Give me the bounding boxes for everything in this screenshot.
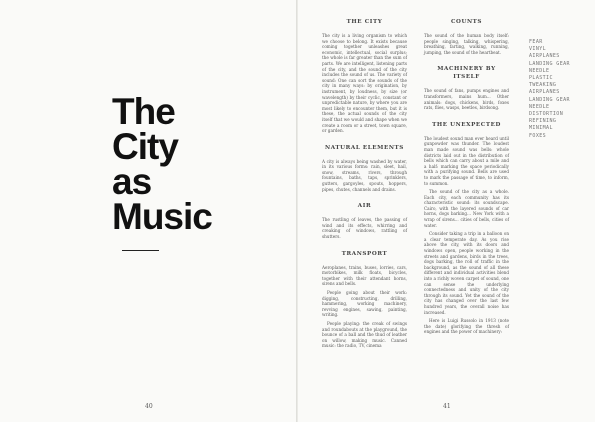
body-paragraph: The loudest sound man ever heard until gunpowder was thunder. The loudest man made sound was bells: whole districts laid out in the distribution of bells which can carry about a mile and a half: marking the space periodically with a purifying sound. Bells are used to mark the passage of time, to inform, to summon. bbox=[424, 135, 509, 186]
section-heading-transport: TRANSPORT bbox=[341, 250, 388, 257]
body-paragraph: The city is a living organism to which we choose to belong. It exists because coming together unleashes great economic, intellectual, social surplus; the whole is far greater than the sum of parts. We are intelligent, listening parts of the city, and the sound of the city includes the sound of us. The variety of sound: One can sort the sounds of the city in many ways: by origination, by instrument, by loudness, by size (or wavelength) by their cyclic, constant or unpredictable nature, by where you are most likely to encounter them, but it is these, the actual sounds of the city itself that we would and shape when we create a room or a street, town square, or garden. bbox=[322, 33, 407, 134]
keyword-item: DISTORTION bbox=[529, 111, 564, 118]
title-line: The bbox=[112, 91, 175, 132]
page-number-right: 41 bbox=[443, 403, 451, 410]
keyword-item: NEEDLE bbox=[529, 103, 550, 110]
keyword-item: FOXES bbox=[529, 132, 547, 139]
text-column-1 bbox=[322, 18, 407, 352]
text-column-2 bbox=[424, 18, 509, 338]
body-paragraph: The sound of fans, pumps engines and transformers, mains hum... Other animals: dogs, chickens, birds, foxes rats, flies, wasps, beetles, birdsong. bbox=[424, 88, 509, 111]
body-paragraph: The sound of the human body itself: people singing, talking, whispering, breathing, farting, walking, running, jumping, the sound of the heartbeat. bbox=[424, 33, 509, 55]
keyword-item: LANDING GEAR bbox=[529, 96, 570, 103]
keyword-item: NEEDLE bbox=[529, 67, 550, 74]
body-paragraph: A city is always being washed by water, in its various forms: rain, sleet, hail, snow, streams, rivers, through fountains, baths, taps, sprinklers, gutters, gargoyles, spouts, hoppers, pipes, chutes, channels and drains. bbox=[322, 158, 407, 192]
keyword-item: AIRPLANES bbox=[529, 53, 560, 60]
keyword-item: PLASTIC bbox=[529, 75, 553, 82]
body-paragraph: People playing: the creak of swings and roundabouts at the playground, the bounce of a ball and the thud of leather on willow, making music. Canned music: the radio, TV, cinema bbox=[322, 320, 407, 349]
keyword-item: MINIMAL bbox=[529, 125, 553, 132]
keyword-item: LANDING GEAR bbox=[529, 60, 570, 67]
keyword-item: FEAR bbox=[529, 39, 543, 45]
page-number-left: 40 bbox=[145, 403, 153, 410]
section-heading-natural-elements: NATURAL ELEMENTS bbox=[325, 144, 404, 151]
section-heading-machinery: MACHINERY BY ITSELF bbox=[437, 66, 496, 81]
keyword-item: AIRPLANES bbox=[529, 89, 560, 96]
book-title bbox=[112, 91, 292, 237]
title-line: Music bbox=[112, 196, 212, 237]
body-paragraph: Consider taking a trip in a balloon on a clear temperate day. As you rise above the city, with its doors and windows open, people working in the streets and gardens, birds in the trees, dogs barking, the roll of traffic in the background, as the sound of all these different and individual activities blend into a richly woven carpet of sound, one can sense the underlying connectedness and unity of the city through its sound. Yet the sound of the city has changed over the last few hundred years, the overall noise has increased. bbox=[424, 231, 509, 315]
body-paragraph: Aeroplanes, trains, buses, lorries, cars, motorbikes, milk floats, bicycles, together with their attendant horns, sirens and bells. bbox=[322, 264, 407, 287]
left-page bbox=[0, 0, 297, 422]
body-paragraph: The rustling of leaves, the passing of wind and its effects, whirring and creaking of windows, rattling of shutters. bbox=[322, 217, 407, 240]
section-heading-the-city: THE CITY bbox=[346, 19, 383, 25]
keyword-item: TWEAKING bbox=[529, 82, 557, 89]
keyword-list bbox=[529, 39, 570, 140]
body-paragraph: People going about their work: digging, constructing, drilling, hammering, working machinery, revving engines, sawing, painting, writing. bbox=[322, 290, 407, 318]
keyword-item: REFINING bbox=[529, 118, 557, 125]
section-heading-air: AIR bbox=[357, 203, 372, 210]
section-heading-counts: COUNTS bbox=[450, 19, 483, 25]
title-line: as bbox=[112, 161, 152, 202]
body-paragraph: Here is Luigi Russolo in 1913 (note the date) glorifying the thresh of engines and the power of machinery: bbox=[424, 318, 509, 335]
title-line: City bbox=[112, 126, 178, 167]
body-paragraph: The sound of the city as a whole. Each city, each community has its characteristic sound: its soundscape. Cairo, with the layered sounds of car horns, dogs barking... New York with a wrap of sirens... cities of bells, cities of water. bbox=[424, 189, 509, 228]
section-heading-the-unexpected: THE UNEXPECTED bbox=[432, 121, 501, 128]
keyword-item: VINYL bbox=[529, 46, 547, 53]
title-underline bbox=[122, 250, 159, 251]
